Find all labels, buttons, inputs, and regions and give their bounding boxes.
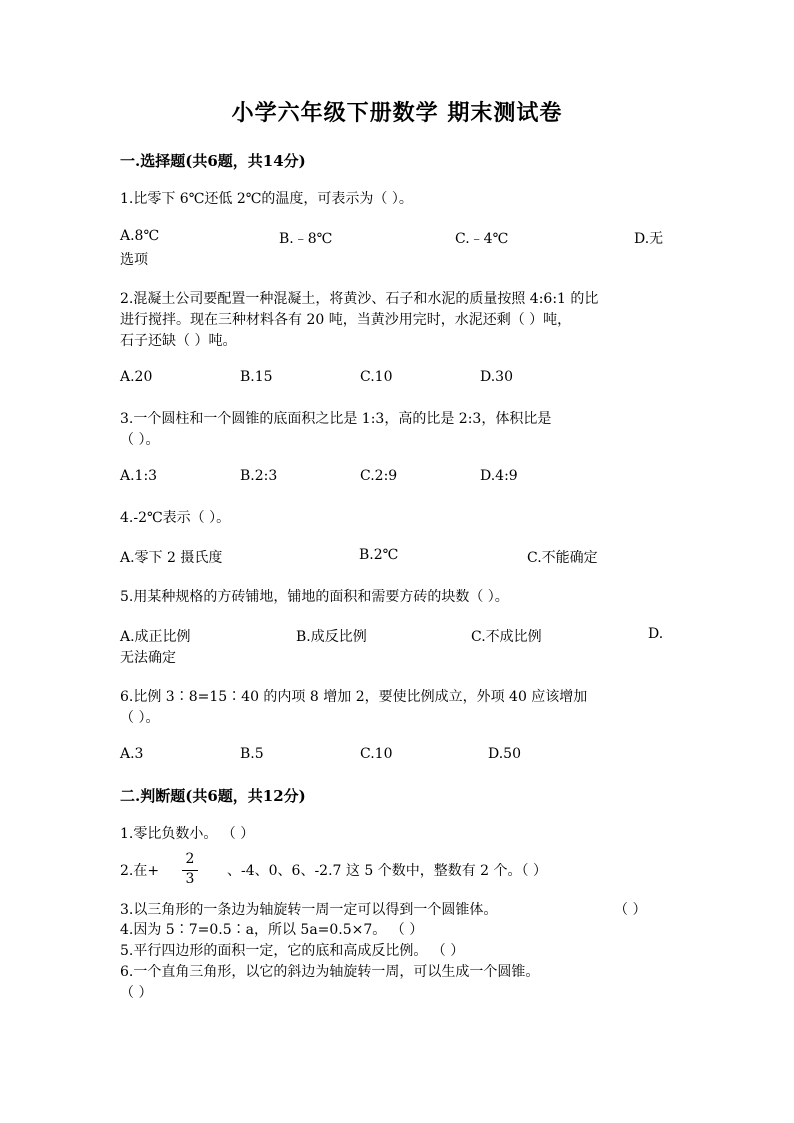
judge-q2-prefix: 2.在+ (120, 863, 160, 879)
q3-option-d: D.4:9 (480, 468, 518, 484)
section2-heading: 二.判断题(共6题，共12分) (120, 787, 306, 805)
q3-line1: 3.一个圆柱和一个圆锥的底面积之比是 1:3，高的比是 2:3，体积比是 (120, 411, 552, 427)
q2-line1: 2.混凝土公司要配置一种混凝土，将黄沙、石子和水泥的质量按照 4:6:1 的比 (120, 291, 599, 307)
q2-option-a: A.20 (120, 369, 153, 385)
q4-stem: 4.-2℃表示（ ）。 (120, 510, 231, 526)
q1-option-d-cont: 选项 (120, 252, 148, 268)
judge-q2-text: 、-4、0、6、-2.7 这 5 个数中，整数有 2 个。（ ） (227, 863, 547, 879)
q2-option-c: C.10 (360, 369, 393, 385)
q1-option-c: C.﹣4℃ (455, 231, 509, 247)
q5-option-a: A.成正比例 (120, 629, 191, 645)
judge-q3: 3.以三角形的一条边为轴旋转一周一定可以得到一个圆锥体。 (120, 902, 498, 918)
q5-option-b: B.成反比例 (296, 629, 367, 645)
q4-option-a: A.零下 2 摄氏度 (120, 550, 223, 566)
q1-option-d: D.无 (634, 231, 664, 247)
section1-heading: 一.选择题(共6题，共14分) (120, 152, 306, 170)
q4-option-c: C.不能确定 (527, 550, 598, 566)
judge-q3-paren: （ ） (614, 902, 647, 918)
q2-option-d: D.30 (480, 369, 513, 385)
q3-option-b: B.2:3 (240, 468, 278, 484)
q2-line3: 石子还缺（ ）吨。 (120, 333, 237, 349)
q6-option-c: C.10 (360, 746, 393, 762)
judge-q6-line1: 6.一个直角三角形，以它的斜边为轴旋转一周，可以生成一个圆锥。 (120, 964, 540, 980)
q6-option-b: B.5 (240, 746, 264, 762)
judge-q1: 1.零比负数小。 （ ） (120, 826, 255, 842)
q3-option-c: C.2:9 (360, 468, 398, 484)
q5-option-c: C.不成比例 (471, 629, 542, 645)
judge-q4: 4.因为 5∶7=0.5∶a，所以 5a=0.5×7。 （ ） (120, 922, 424, 938)
q3-line2: （ ）。 (120, 432, 160, 448)
q6-option-a: A.3 (120, 746, 144, 762)
q4-option-b: B.2℃ (359, 547, 399, 563)
q1-option-a: A.8℃ (120, 228, 160, 244)
q3-option-a: A.1:3 (120, 468, 158, 484)
judge-q6-line2: （ ） (120, 985, 153, 1001)
q6-option-d: D.50 (488, 746, 521, 762)
judge-q5: 5.平行四边形的面积一定，它的底和高成反比例。 （ ） (120, 943, 465, 959)
q6-line1: 6.比例 3∶8=15∶40 的内项 8 增加 2，要使比例成立，外项 40 应该增加 (120, 689, 588, 705)
fraction-denominator: 3 (185, 871, 195, 887)
q6-line2: （ ）。 (120, 710, 160, 726)
page-title: 小学六年级下册数学 期末测试卷 (231, 100, 563, 126)
q1-stem: 1.比零下 6℃还低 2℃的温度，可表示为（ ）。 (120, 191, 413, 207)
fraction-numerator: 2 (185, 851, 195, 867)
q5-option-d-cont: 无法确定 (120, 650, 176, 666)
q5-option-d: D. (648, 626, 664, 642)
q2-line2: 进行搅拌。现在三种材料各有 20 吨，当黄沙用完时，水泥还剩（ ）吨， (120, 312, 572, 328)
q1-option-b: B.﹣8℃ (279, 231, 333, 247)
q5-stem: 5.用某种规格的方砖铺地，铺地的面积和需要方砖的块数（ ）。 (120, 589, 509, 605)
q2-option-b: B.15 (240, 369, 273, 385)
